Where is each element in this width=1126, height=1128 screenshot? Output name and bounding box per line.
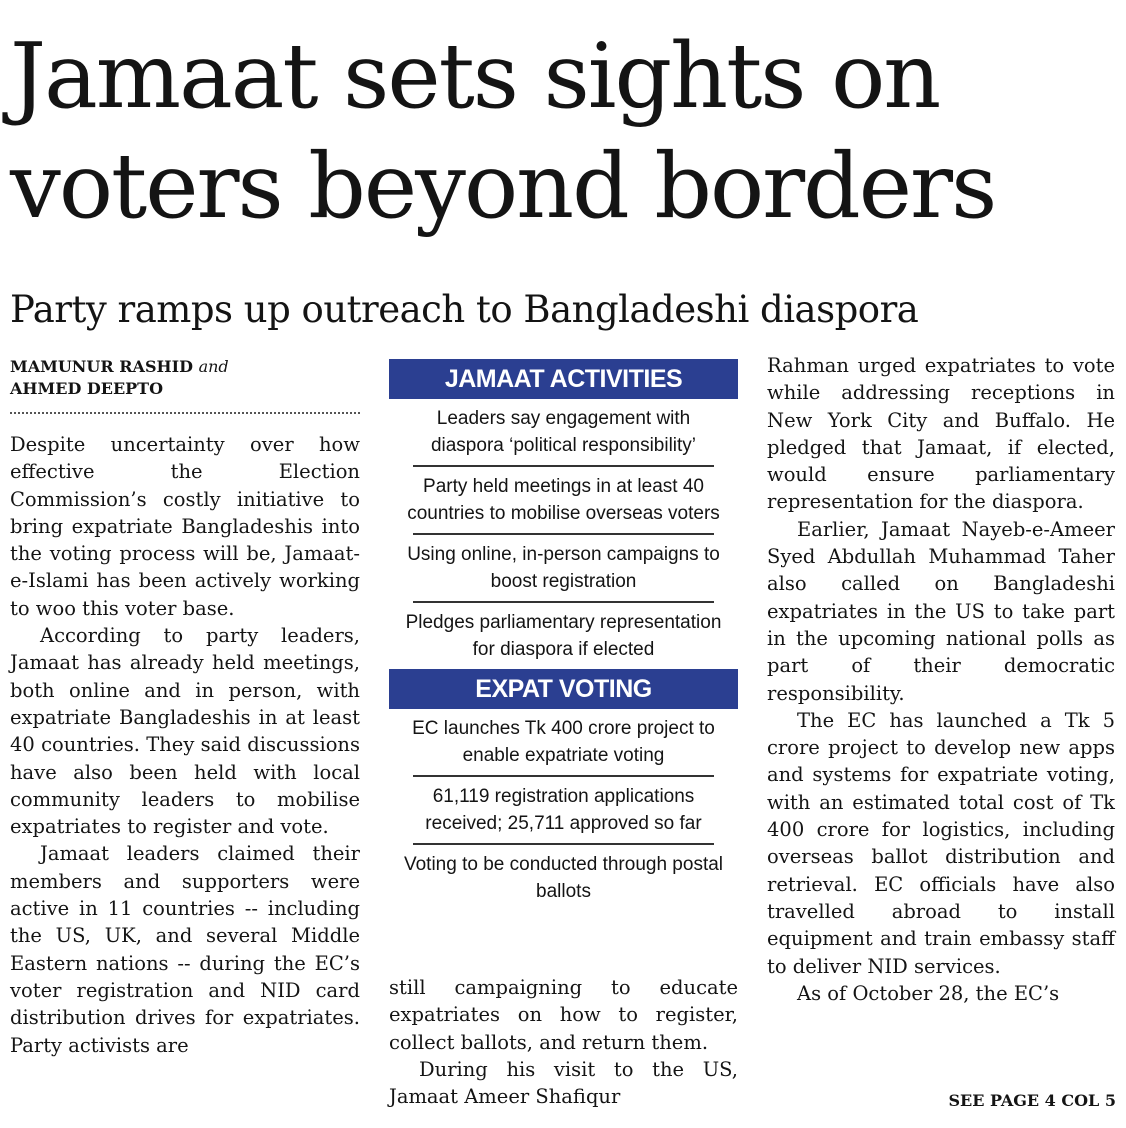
- paragraph: According to party leaders, Jamaat has already held meetings, both online and in person, with expatriate Bangladeshis in at least 40 countries. They said discussions have also been held with local community leaders to mobilise expatriates to register and vote.: [10, 624, 360, 839]
- fact-box-heading: EXPAT VOTING: [389, 669, 738, 709]
- fact-box-item: Pledges parliamentary representation for diaspora if elected: [405, 612, 722, 660]
- paragraph: still campaigning to educate expatriates on how to register, collect ballots, and return them.: [389, 976, 738, 1054]
- fact-box-item: Voting to be conducted through postal ballots: [403, 854, 724, 902]
- fact-box: [389, 359, 738, 911]
- body-column-3: [767, 352, 1115, 1007]
- fact-box-item: EC launches Tk 400 crore project to enable expatriate voting: [412, 718, 715, 766]
- paragraph: During his visit to the US, Jamaat Ameer Shafiqur: [389, 1057, 738, 1109]
- body-column-2: [389, 974, 738, 1110]
- fact-box-item: Party held meetings in at least 40 countries to mobilise overseas voters: [407, 476, 720, 524]
- fact-box-item: Leaders say engagement with diaspora ‘political responsibility’: [430, 408, 697, 456]
- paragraph: Rahman urged expatriates to vote while addressing receptions in New York City and Buffalo. He pledged that Jamaat, if elected, would ensure parliamentary representation for the diaspora.: [767, 354, 1115, 514]
- paragraph: Despite uncertainty over how effective the Election Commission’s costly initiative to bring expatriate Bangladeshis into the voting process will be, Jamaat-e-Islami has been actively working to woo this voter base.: [10, 433, 360, 620]
- author-name: MAMUNUR RASHID: [10, 357, 193, 376]
- fact-box-item: Using online, in-person campaigns to boost registration: [407, 544, 720, 592]
- paragraph: The EC has launched a Tk 5 crore project to develop new apps and systems for expatriate voting, with an estimated total cost of Tk 400 crore for logistics, including overseas ballot distribution and retrieval. EC officials have also travelled abroad to install equipment and train embassy staff to deliver NID services.: [767, 708, 1115, 978]
- paragraph: Earlier, Jamaat Nayeb-e-Ameer Syed Abdullah Muhammad Taher also called on Bangladeshi expatriates in the US to take part in the upcoming national polls as part of their democratic responsibility.: [767, 517, 1115, 705]
- headline: Jamaat sets sights on voters beyond borders: [10, 24, 996, 239]
- subheadline: Party ramps up outreach to Bangladeshi diaspora: [10, 288, 919, 331]
- byline: [10, 356, 362, 400]
- paragraph: Jamaat leaders claimed their members and supporters were active in 11 countries -- including the US, UK, and several Middle Eastern nations -- during the EC’s voter registration and NID card distribution drives for expatriates. Party activists are: [10, 842, 360, 1057]
- fact-box-item: 61,119 registration applications received; 25,711 approved so far: [425, 786, 702, 834]
- fact-box-heading: JAMAAT ACTIVITIES: [389, 359, 738, 399]
- jump-line: SEE PAGE 4 COL 5: [948, 1091, 1116, 1110]
- byline-divider: [10, 412, 360, 414]
- byline-connector: and: [198, 357, 229, 376]
- author-name: AHMED DEEPTO: [10, 379, 164, 398]
- body-column-1: [10, 431, 360, 1059]
- paragraph: As of October 28, the EC’s: [797, 981, 1060, 1005]
